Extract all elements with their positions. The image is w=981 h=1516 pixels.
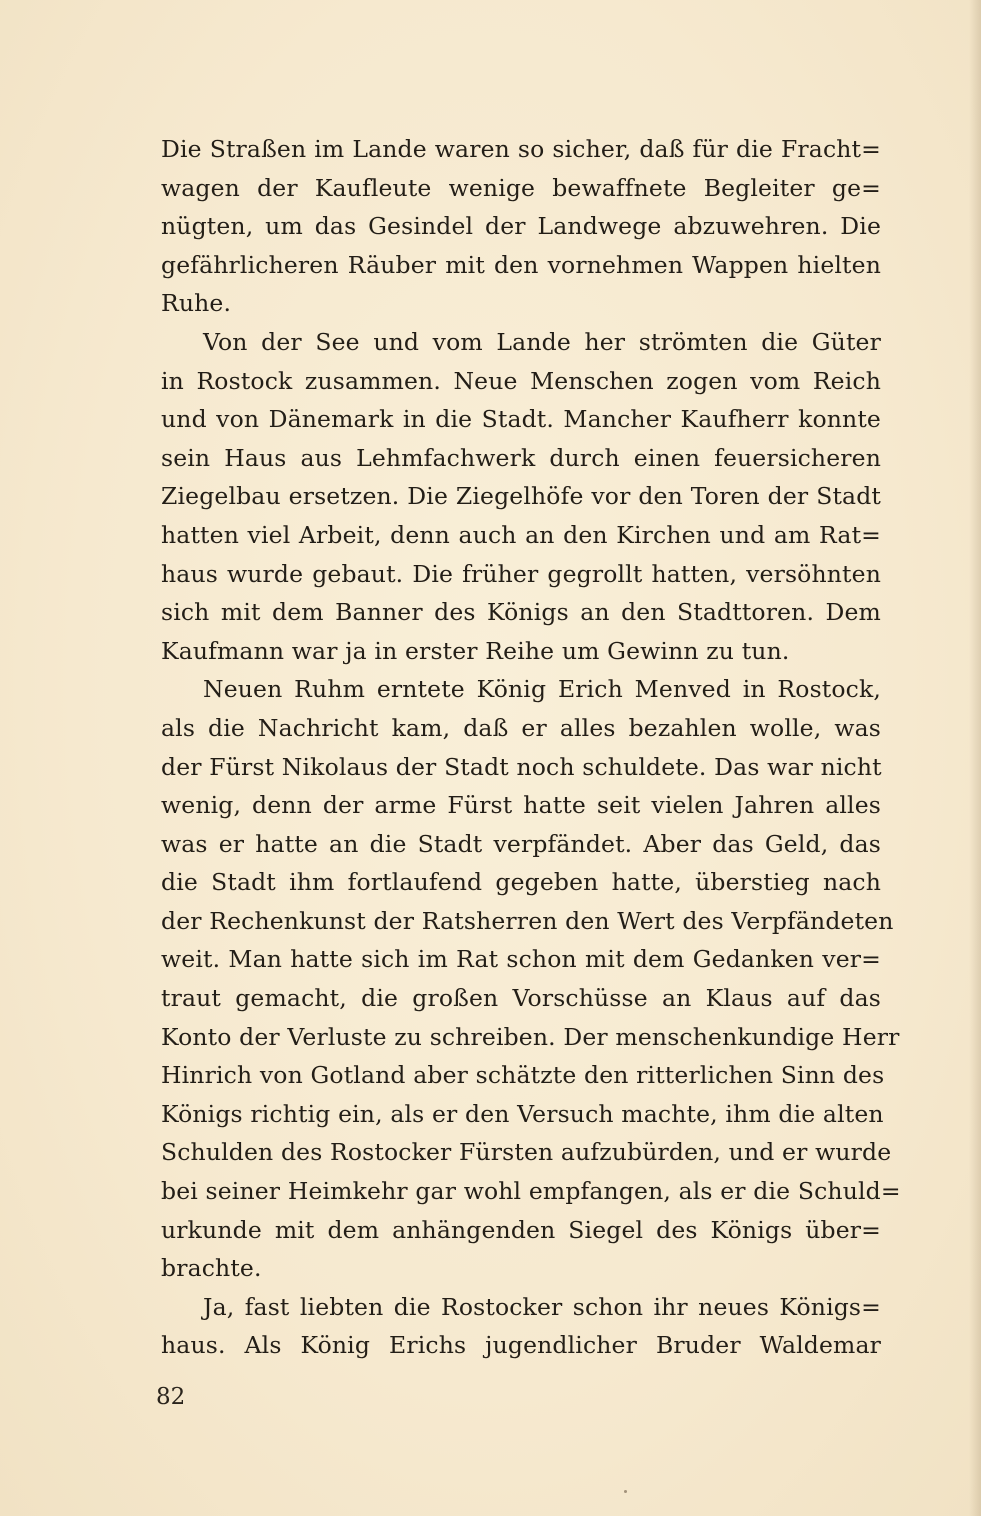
- text-line: und von Dänemark in die Stadt. Mancher Kaufherr konnte: [161, 405, 881, 434]
- text-line: die Stadt ihm fortlaufend gegeben hatte, überstieg nach: [161, 868, 881, 897]
- text-line: Kaufmann war ja in erster Reihe um Gewinn zu tun.: [161, 636, 790, 665]
- text-line: hatten viel Arbeit, denn auch an den Kirchen und am Rat=: [161, 520, 881, 549]
- page-number: 82: [156, 1384, 186, 1410]
- text-line: Von der See und vom Lande her strömten die Güter: [203, 327, 881, 356]
- text-line: Die Straßen im Lande waren so sicher, daß für die Fracht=: [161, 135, 881, 163]
- text-line: haus wurde gebaut. Die früher gegrollt hatten, versöhnten: [161, 559, 881, 588]
- text-line: wenig, denn der arme Fürst hatte seit vielen Jahren alles: [161, 791, 881, 820]
- text-line: weit. Man hatte sich im Rat schon mit dem Gedanken ver=: [161, 945, 881, 974]
- text-line: nügten, um das Gesindel der Landwege abzuwehren. Die: [161, 212, 881, 241]
- text-line: Schulden des Rostocker Fürsten aufzubürden, und er wurde: [161, 1138, 892, 1167]
- text-line: wagen der Kaufleute wenige bewaffnete Begleiter ge=: [161, 173, 881, 202]
- text-line: der Rechenkunst der Ratsherren den Wert des Verpfändeten: [161, 906, 894, 935]
- text-line: in Rostock zusammen. Neue Menschen zogen vom Reich: [161, 366, 881, 395]
- text-line: brachte.: [161, 1254, 262, 1283]
- text-line: als die Nachricht kam, daß er alles bezahlen wolle, was: [161, 713, 881, 742]
- text-line: Königs richtig ein, als er den Versuch machte, ihm die alten: [161, 1099, 884, 1128]
- text-line: Konto der Verluste zu schreiben. Der menschenkundige Herr: [161, 1022, 900, 1051]
- paper-speck: [624, 1490, 627, 1493]
- text-line: Ruhe.: [161, 289, 232, 318]
- text-line: Neuen Ruhm erntete König Erich Menved in Rostock,: [203, 675, 881, 704]
- text-line: urkunde mit dem anhängenden Siegel des Königs über=: [161, 1215, 881, 1244]
- text-line: traut gemacht, die großen Vorschüsse an Klaus auf das: [161, 984, 881, 1013]
- text-line: was er hatte an die Stadt verpfändet. Aber das Geld, das: [161, 829, 881, 858]
- text-line: sein Haus aus Lehmfachwerk durch einen feuersicheren: [161, 443, 881, 472]
- text-line: der Fürst Nikolaus der Stadt noch schuldete. Das war nicht: [161, 752, 882, 781]
- text-line: Hinrich von Gotland aber schätzte den ritterlichen Sinn des: [161, 1061, 885, 1090]
- text-line: gefährlicheren Räuber mit den vornehmen Wappen hielten: [161, 250, 881, 279]
- text-line: Ziegelbau ersetzen. Die Ziegelhöfe vor den Toren der Stadt: [161, 482, 881, 511]
- body-text: [161, 130, 901, 1365]
- text-line: bei seiner Heimkehr gar wohl empfangen, als er die Schuld=: [161, 1177, 901, 1206]
- text-line: sich mit dem Banner des Königs an den Stadttoren. Dem: [161, 598, 881, 627]
- text-line: haus. Als König Erichs jugendlicher Bruder Waldemar: [161, 1331, 881, 1360]
- page-edge-shadow: [969, 0, 981, 1516]
- text-line: Ja, fast liebten die Rostocker schon ihr neues Königs=: [203, 1292, 881, 1321]
